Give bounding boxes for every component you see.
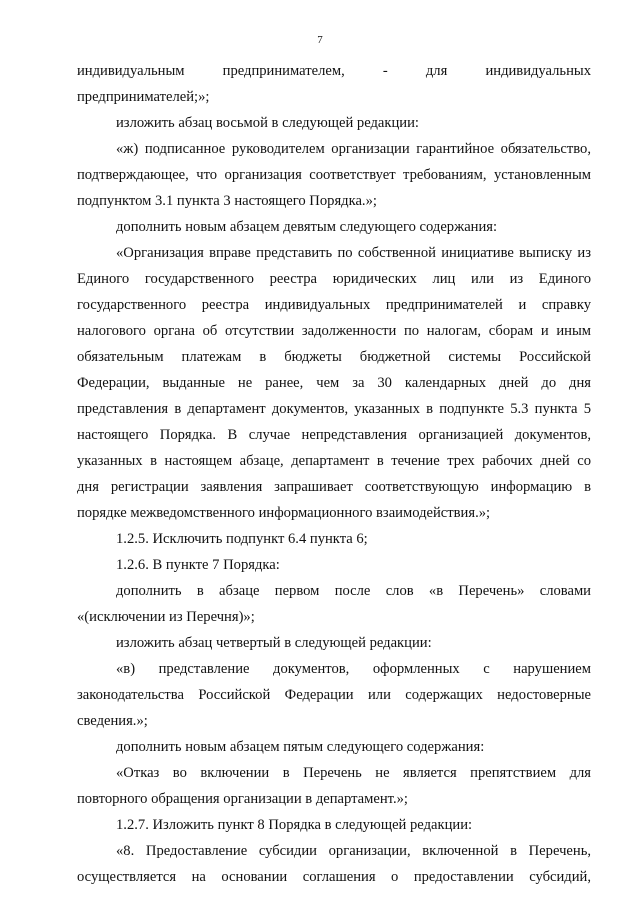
text-line: подпунктом 3.1 пункта 3 настоящего Порядка.»; — [77, 193, 377, 209]
text-line: индивидуальным предпринимателем, - для индивидуальных — [77, 63, 591, 79]
text-line: сведения.»; — [77, 713, 148, 729]
text-line: осуществляется на основании соглашения о предоставлении субсидий, — [77, 869, 591, 885]
text-line: дня регистрации заявления запрашивает соответствующую информацию в — [77, 479, 591, 495]
text-line: «Отказ во включении в Перечень не является препятствием для — [116, 765, 591, 781]
text-line: дополнить в абзаце первом после слов «в Перечень» словами — [116, 583, 591, 599]
text-line: 1.2.6. В пункте 7 Порядка: — [116, 557, 280, 573]
text-line: «в) представление документов, оформленных с нарушением — [116, 661, 591, 677]
text-line: дополнить новым абзацем пятым следующего содержания: — [116, 739, 485, 755]
text-line: подтверждающее, что организация соответствует требованиям, установленным — [77, 167, 591, 183]
text-line: изложить абзац восьмой в следующей редакции: — [116, 115, 419, 131]
text-line: «(исключении из Перечня)»; — [77, 609, 255, 625]
text-line: порядке межведомственного информационного взаимодействия.»; — [77, 505, 491, 521]
text-line: изложить абзац четвертый в следующей редакции: — [116, 635, 432, 651]
text-line: «8. Предоставление субсидии организации, включенной в Перечень, — [116, 843, 591, 859]
text-line: представления в департамент документов, указанных в подпункте 5.3 пункта 5 — [77, 401, 591, 417]
text-line: дополнить новым абзацем девятым следующего содержания: — [116, 219, 498, 235]
text-line: Единого государственного реестра юридических лиц или из Единого — [77, 271, 591, 287]
text-line: настоящего Порядка. В случае непредставления организацией документов, — [77, 427, 591, 443]
text-line: обязательным платежам в бюджеты бюджетной системы Российской — [77, 349, 591, 365]
text-line: законодательства Российской Федерации или содержащих недостоверные — [77, 687, 591, 703]
text-line: предпринимателей;»; — [77, 89, 210, 105]
text-line: указанных в настоящем абзаце, департамент в течение трех рабочих дней со — [77, 453, 591, 469]
text-line: «Организация вправе представить по собственной инициативе выписку из — [116, 245, 591, 261]
text-line: налогового органа об отсутствии задолженности по налогам, сборам и иным — [77, 323, 591, 339]
text-line: 1.2.5. Исключить подпункт 6.4 пункта 6; — [116, 531, 368, 547]
text-line: 1.2.7. Изложить пункт 8 Порядка в следующей редакции: — [116, 817, 473, 833]
text-line: государственного реестра индивидуальных предпринимателей и справку — [77, 297, 591, 313]
text-line: повторного обращения организации в департамент.»; — [77, 791, 408, 807]
text-line: Федерации, выданные не ранее, чем за 30 календарных дней до дня — [77, 375, 591, 391]
page-number: 7 — [317, 34, 323, 46]
text-line: «ж) подписанное руководителем организации гарантийное обязательство, — [116, 141, 591, 157]
